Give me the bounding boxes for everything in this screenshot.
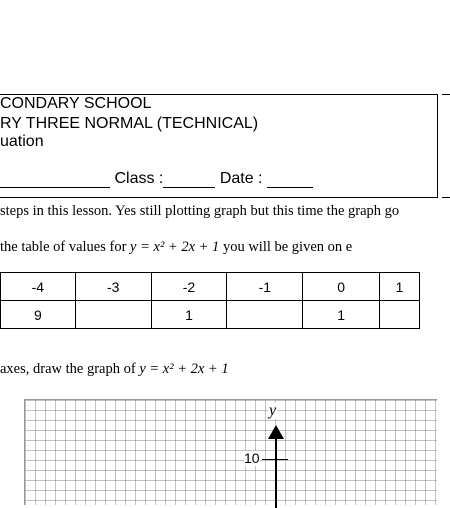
table-cell[interactable] bbox=[75, 301, 151, 329]
school-name: CONDARY SCHOOL bbox=[0, 95, 151, 113]
table-cell[interactable] bbox=[380, 301, 420, 329]
intro-text: steps in this lesson. Yes still plotting graph but this time the graph go bbox=[0, 203, 399, 220]
date-label: Date : bbox=[220, 170, 263, 187]
y-tick-label: 10 bbox=[244, 451, 260, 466]
class-blank[interactable] bbox=[163, 173, 215, 188]
y-axis-label: y bbox=[268, 403, 277, 419]
table-cell[interactable] bbox=[227, 301, 303, 329]
question-prefix: axes, draw the graph of bbox=[0, 361, 136, 377]
table-cell[interactable]: 1 bbox=[303, 301, 380, 329]
grade-title: RY THREE NORMAL (TECHNICAL) bbox=[0, 115, 258, 133]
table-cell: -1 bbox=[227, 273, 303, 301]
table-cell: -3 bbox=[75, 273, 151, 301]
table-of-values bbox=[0, 272, 420, 329]
y-tick-mark bbox=[262, 459, 288, 460]
class-date-line bbox=[0, 170, 313, 188]
table-cell: 1 bbox=[380, 273, 420, 301]
instruction-prefix: the table of values for bbox=[0, 239, 126, 255]
class-label: Class : bbox=[114, 170, 163, 187]
instruction-equation: y = x² + 2x + 1 bbox=[130, 239, 219, 255]
y-axis-arrow-icon bbox=[268, 425, 284, 439]
date-blank[interactable] bbox=[267, 173, 313, 188]
y-axis bbox=[275, 428, 277, 508]
graph-paper bbox=[24, 399, 437, 505]
topic-title: uation bbox=[0, 133, 44, 151]
table-cell: -2 bbox=[151, 273, 227, 301]
table-cell: -4 bbox=[0, 273, 75, 301]
header-right-column bbox=[442, 94, 450, 198]
instruction-text bbox=[0, 239, 352, 256]
table-cell[interactable]: 9 bbox=[0, 301, 75, 329]
question-equation: y = x² + 2x + 1 bbox=[139, 361, 228, 377]
table-row-x bbox=[0, 273, 420, 301]
table-cell[interactable]: 1 bbox=[151, 301, 227, 329]
table-cell: 0 bbox=[303, 273, 380, 301]
instruction-suffix: you will be given on e bbox=[223, 239, 352, 255]
name-blank[interactable] bbox=[0, 173, 110, 188]
question-text bbox=[0, 361, 229, 378]
table-row-y bbox=[0, 301, 420, 329]
